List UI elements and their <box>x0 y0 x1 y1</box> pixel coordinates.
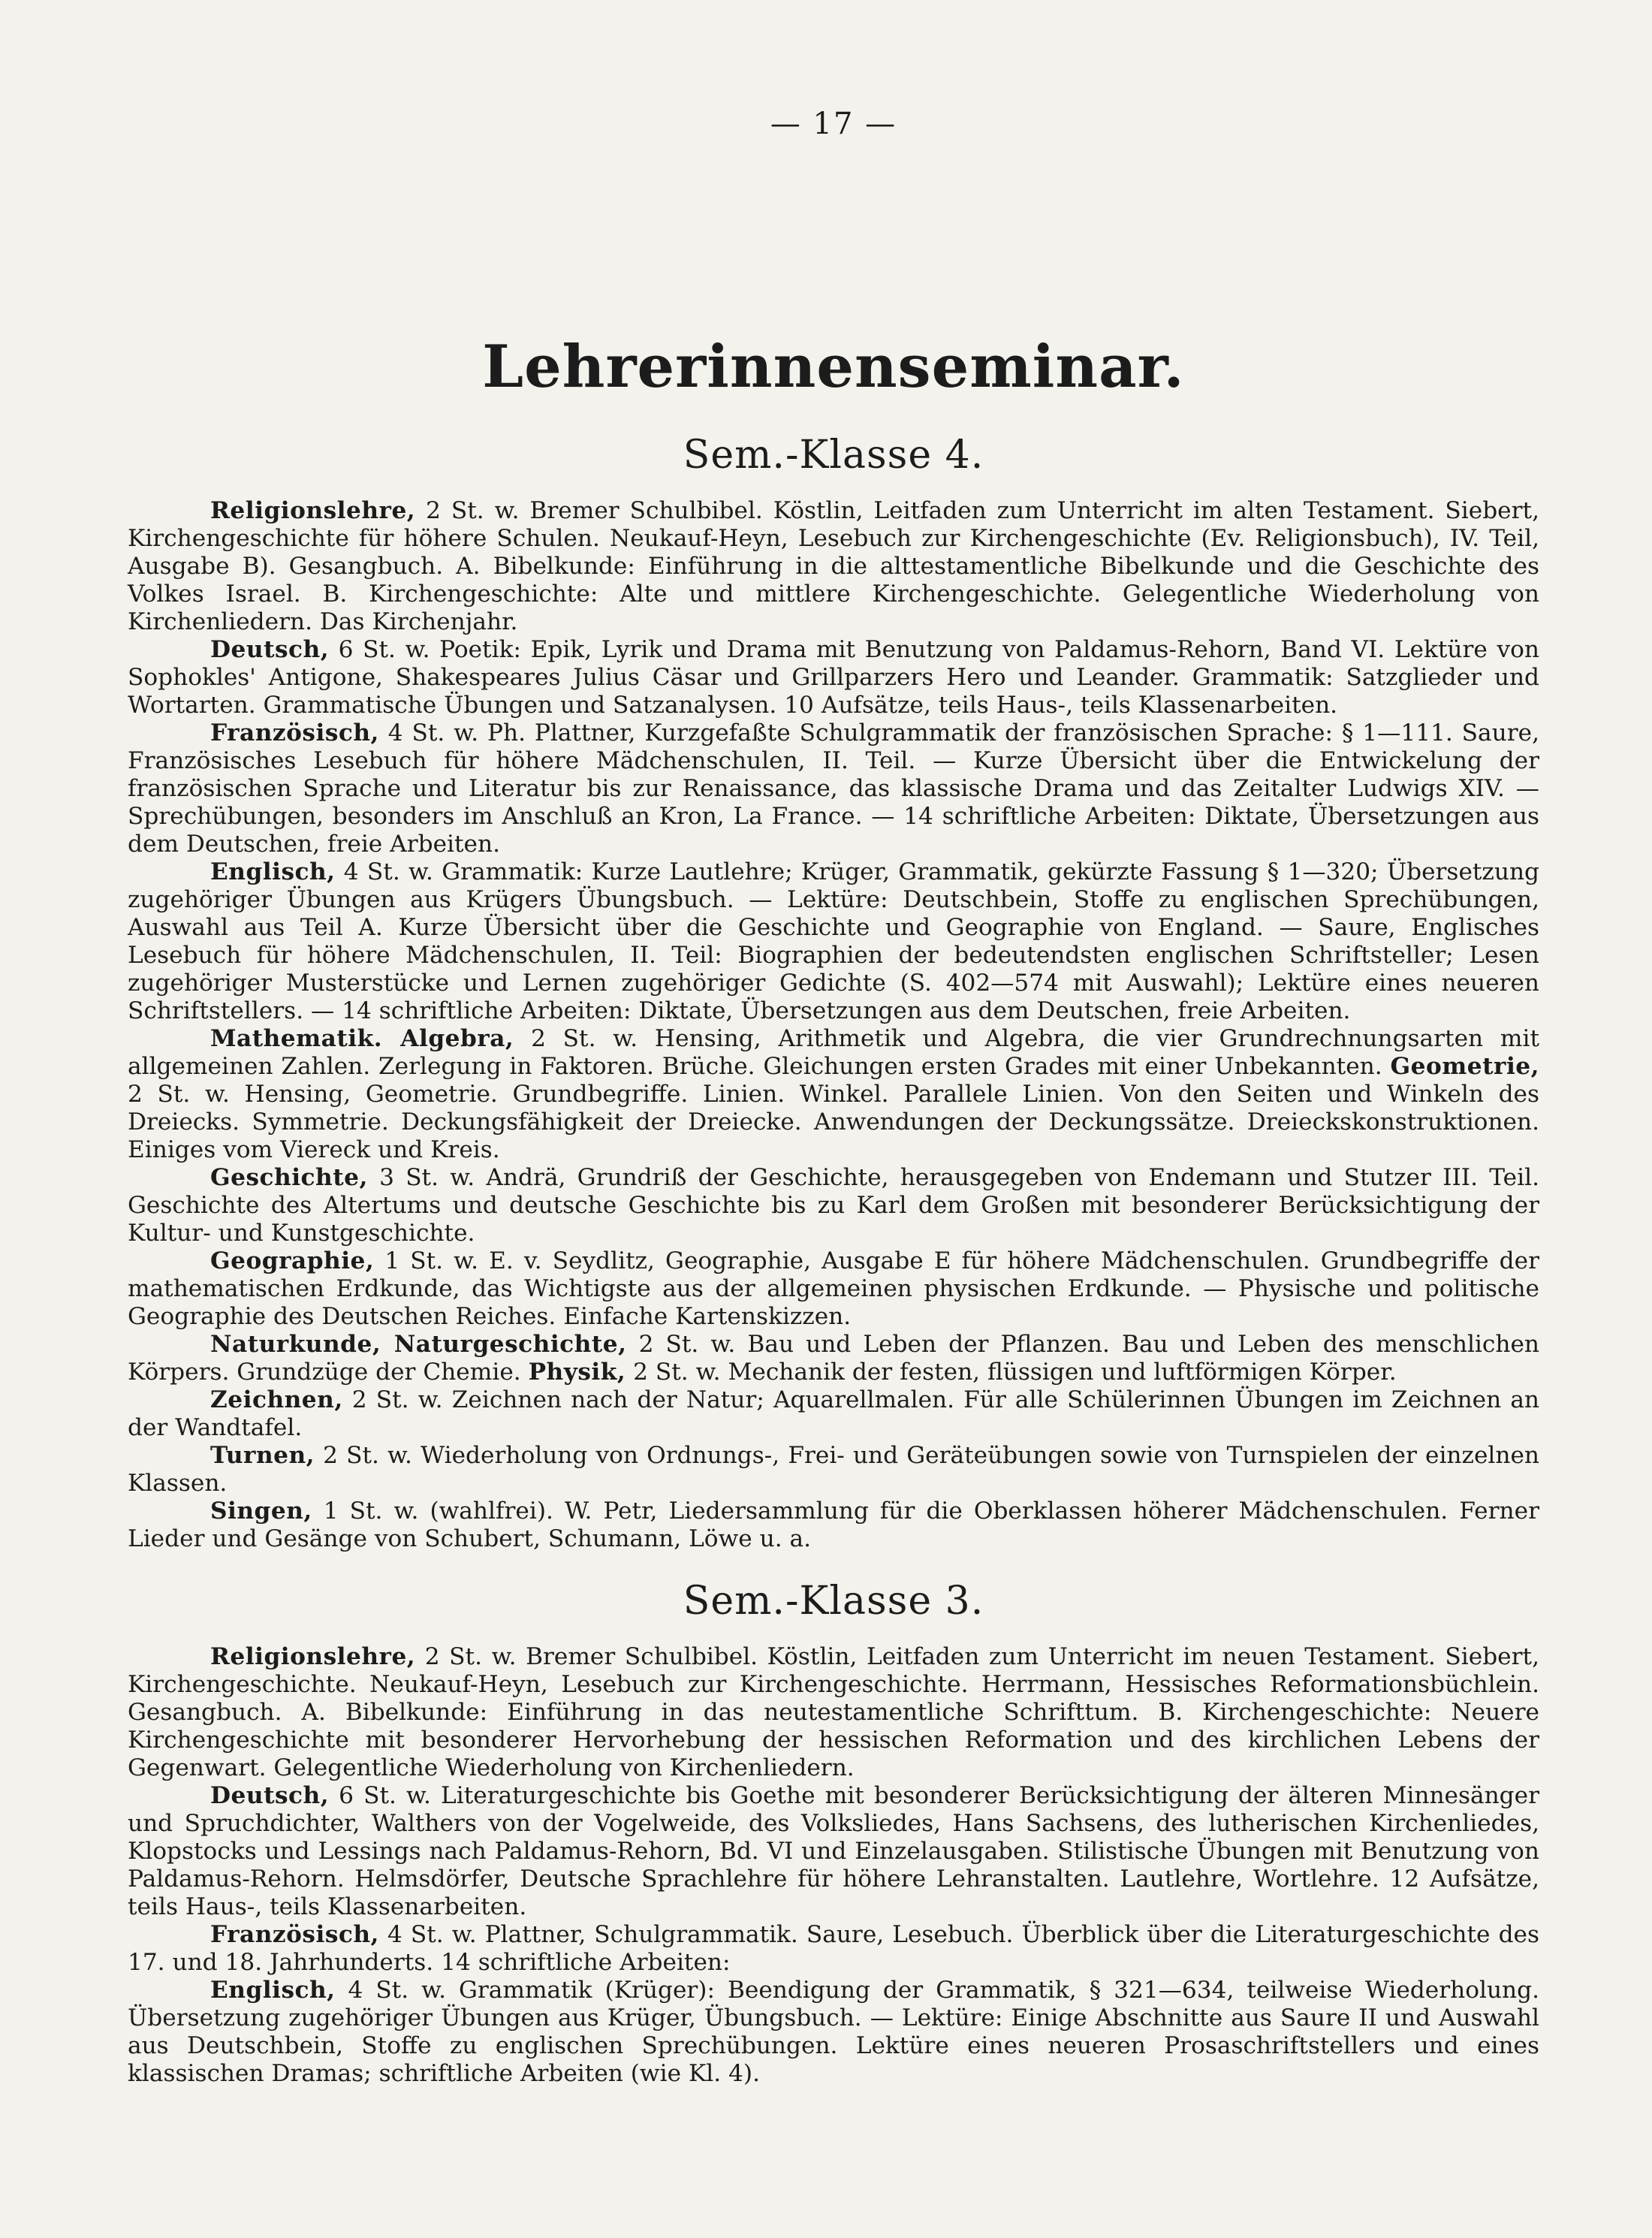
subject-text: 1 St. w. E. v. Seydlitz, Geographie, Ausgabe E für höhere Mädchenschulen. Grundbegriffe der mathematischen Erdkunde, das Wichtigste aus der allgemeinen physischen Erdkunde. — Physische und politische Geographie des Deutschen Reiches. Einfache Kartenskizzen. <box>128 1247 1539 1330</box>
subject-lead: Französisch, <box>210 1921 379 1948</box>
subject-text: 2 St. w. Bau und Leben der Pflanzen. Bau und Leben des menschlichen Körpers. Grundzüge der Chemie. <box>128 1331 1539 1386</box>
subject-text: 4 St. w. Plattner, Schulgrammatik. Saure, Lesebuch. Überblick über die Literaturgeschichte des 17. und 18. Jahrhunderts. 14 schriftliche Arbeiten: <box>128 1921 1539 1976</box>
subject-inline-lead: Geometrie, <box>1390 1053 1539 1080</box>
page-title: Lehrerinnenseminar. <box>482 333 1185 401</box>
subject-lead: Geographie, <box>210 1247 375 1274</box>
subject-lead: Geschichte, <box>210 1164 368 1191</box>
subject-text: 2 St. w. Hensing, Arithmetik und Algebra, die vier Grundrechnungsarten mit allgemeinen Zahlen. Zerlegung in Faktoren. Brüche. Gleichungen ersten Grades mit einer Unbekannten. <box>128 1025 1539 1080</box>
subject-lead: Mathematik. Algebra, <box>210 1025 514 1052</box>
section-heading-klasse-3: Sem.-Klasse 3. <box>683 1579 984 1624</box>
subject-zeichnen <box>128 1386 1539 1442</box>
subject-text: 2 St. w. Zeichnen nach der Natur; Aquarellmalen. Für alle Schülerinnen Übungen im Zeichnen an der Wandtafel. <box>128 1386 1539 1441</box>
subject-lead: Deutsch, <box>210 636 330 663</box>
subject-lead: Naturkunde, Naturgeschichte, <box>210 1331 627 1358</box>
subject-lead: Deutsch, <box>210 1782 330 1809</box>
subject-text: 6 St. w. Literaturgeschichte bis Goethe mit besonderer Berücksichtigung der älteren Minnesänger und Spruchdichter, Walthers von der Vogelweide, des Volksliedes, Hans Sachsens, des lutherischen Kirchenliedes, Klopstocks und Lessings nach Paldamus-Rehorn, Bd. VI und Einzelausgaben. Stilistische Übungen mit Benutzung von Paldamus-Rehorn. Helmsdörfer, Deutsche Sprachlehre für höhere Lehranstalten. Lautlehre, Wortlehre. 12 Aufsätze, teils Haus-, teils Klassenarbeiten. <box>128 1782 1539 1920</box>
subject-text: 4 St. w. Ph. Plattner, Kurzgefaßte Schulgrammatik der französischen Sprache: § 1—111. Saure, Französisches Lesebuch für höhere Mädchenschulen, II. Teil. — Kurze Übersicht über die Entwickelung der französischen Sprache und Literatur bis zur Renaissance, das klassische Drama und das Zeitalter Ludwigs XIV. — Sprechübungen, besonders im Anschluß an Kron, La France. — 14 schriftliche Arbeiten: Diktate, Übersetzungen aus dem Deutschen, freie Arbeiten. <box>128 719 1539 858</box>
section-heading-klasse-4: Sem.-Klasse 4. <box>683 433 984 478</box>
subject-lead: Singen, <box>210 1498 312 1525</box>
subject-franzoesisch <box>128 719 1539 858</box>
subject-englisch <box>128 1977 1539 2088</box>
subject-lead: Turnen, <box>210 1442 315 1469</box>
subject-religionslehre <box>128 497 1539 636</box>
subject-text: 2 St. w. Bremer Schulbibel. Köstlin, Leitfaden zum Unterricht im alten Testament. Siebert, Kirchengeschichte für höhere Schulen. Neukauf-Heyn, Lesebuch zur Kirchengeschichte (Ev. Religionsbuch), IV. Teil, Ausgabe B). Gesangbuch. A. Bibelkunde: Einführung in die alttestamentliche Bibelkunde und die Geschichte des Volkes Israel. B. Kirchengeschichte: Alte und mittlere Kirchengeschichte. Gelegentliche Wiederholung von Kirchenliedern. Das Kirchenjahr. <box>128 497 1539 635</box>
subject-text: 2 St. w. Wiederholung von Ordnungs-, Frei- und Geräteübungen sowie von Turnspielen der einzelnen Klassen. <box>128 1442 1539 1497</box>
page-number: — 17 — <box>770 107 897 141</box>
subject-text: 1 St. w. (wahlfrei). W. Petr, Liedersammlung für die Oberklassen höherer Mädchenschulen. Ferner Lieder und Gesänge von Schubert, Schumann, Löwe u. a. <box>128 1498 1539 1552</box>
subject-naturkunde <box>128 1331 1539 1386</box>
subject-mathematik <box>128 1025 1539 1164</box>
subject-text: 4 St. w. Grammatik: Kurze Lautlehre; Krüger, Grammatik, gekürzte Fassung § 1—320; Übersetzung zugehöriger Übungen aus Krügers Übungsbuch. — Lektüre: Deutschbein, Stoffe zu englischen Sprechübungen, Auswahl aus Teil A. Kurze Übersicht über die Geschichte und Geographie von England. — Saure, Englisches Lesebuch für höhere Mädchenschulen, II. Teil: Biographien der bedeutendsten englischen Schriftsteller; Lesen zugehöriger Musterstücke und Lernen zugehöriger Gedichte (S. 402—574 mit Auswahl); Lektüre eines neueren Schriftstellers. — 14 schriftliche Arbeiten: Diktate, Übersetzungen aus dem Deutschen, freie Arbeiten. <box>128 858 1539 1024</box>
subject-lead: Zeichnen, <box>210 1386 343 1413</box>
subject-englisch <box>128 858 1539 1025</box>
subject-lead: Religionslehre, <box>210 497 416 524</box>
subject-lead: Englisch, <box>210 1977 336 2004</box>
subject-singen <box>128 1498 1539 1553</box>
subject-text: 3 St. w. Andrä, Grundriß der Geschichte, herausgegeben von Endemann und Stutzer III. Teil. Geschichte des Altertums und deutsche Geschichte bis zu Karl dem Großen mit besonderer Berücksichtigung der Kultur- und Kunstgeschichte. <box>128 1164 1539 1247</box>
subject-text: 2 St. w. Mechanik der festen, flüssigen und luftförmigen Körper. <box>626 1359 1397 1386</box>
subject-text: 2 St. w. Hensing, Geometrie. Grundbegriffe. Linien. Winkel. Parallele Linien. Von den Seiten und Winkeln des Dreiecks. Symmetrie. Deckungsfähigkeit der Dreiecke. Anwendungen der Deckungssätze. Dreieckskonstruktionen. Einiges vom Viereck und Kreis. <box>128 1081 1539 1163</box>
subject-text: 6 St. w. Poetik: Epik, Lyrik und Drama mit Benutzung von Paldamus-Rehorn, Band VI. Lektüre von Sophokles' Antigone, Shakespeares Julius Cäsar und Grillparzers Hero und Leander. Grammatik: Satzglieder und Wortarten. Grammatische Übungen und Satzanalysen. 10 Aufsätze, teils Haus-, teils Klassenarbeiten. <box>128 636 1539 719</box>
subject-turnen <box>128 1442 1539 1498</box>
subject-inline-lead: Physik, <box>528 1359 626 1386</box>
subject-text: 2 St. w. Bremer Schulbibel. Köstlin, Leitfaden zum Unterricht im neuen Testament. Siebert, Kirchengeschichte. Neukauf-Heyn, Lesebuch zur Kirchengeschichte. Herrmann, Hessisches Reformationsbüchlein. Gesangbuch. A. Bibelkunde: Einführung in das neutestamentliche Schrifttum. B. Kirchengeschichte: Neuere Kirchengeschichte mit besonderer Hervorhebung der hessischen Reformation und des kirchlichen Lebens der Gegenwart. Gelegentliche Wiederholung von Kirchenliedern. <box>128 1643 1539 1781</box>
subject-text: 4 St. w. Grammatik (Krüger): Beendigung der Grammatik, § 321—634, teilweise Wiederholung. Übersetzung zugehöriger Übungen aus Krüger, Übungsbuch. — Lektüre: Einige Abschnitte aus Saure II und Auswahl aus Deutschbein, Stoffe zu englischen Sprechübungen. Lektüre eines neueren Prosaschriftstellers und eines klassischen Dramas; schriftliche Arbeiten (wie Kl. 4). <box>128 1977 1539 2087</box>
subject-lead: Religionslehre, <box>210 1643 416 1670</box>
subject-deutsch <box>128 1782 1539 1921</box>
subject-deutsch <box>128 636 1539 719</box>
subject-geschichte <box>128 1164 1539 1247</box>
subject-lead: Englisch, <box>210 858 336 885</box>
subject-geographie <box>128 1247 1539 1331</box>
subject-franzoesisch <box>128 1921 1539 1977</box>
subject-religionslehre <box>128 1643 1539 1782</box>
subject-lead: Französisch, <box>210 719 379 747</box>
